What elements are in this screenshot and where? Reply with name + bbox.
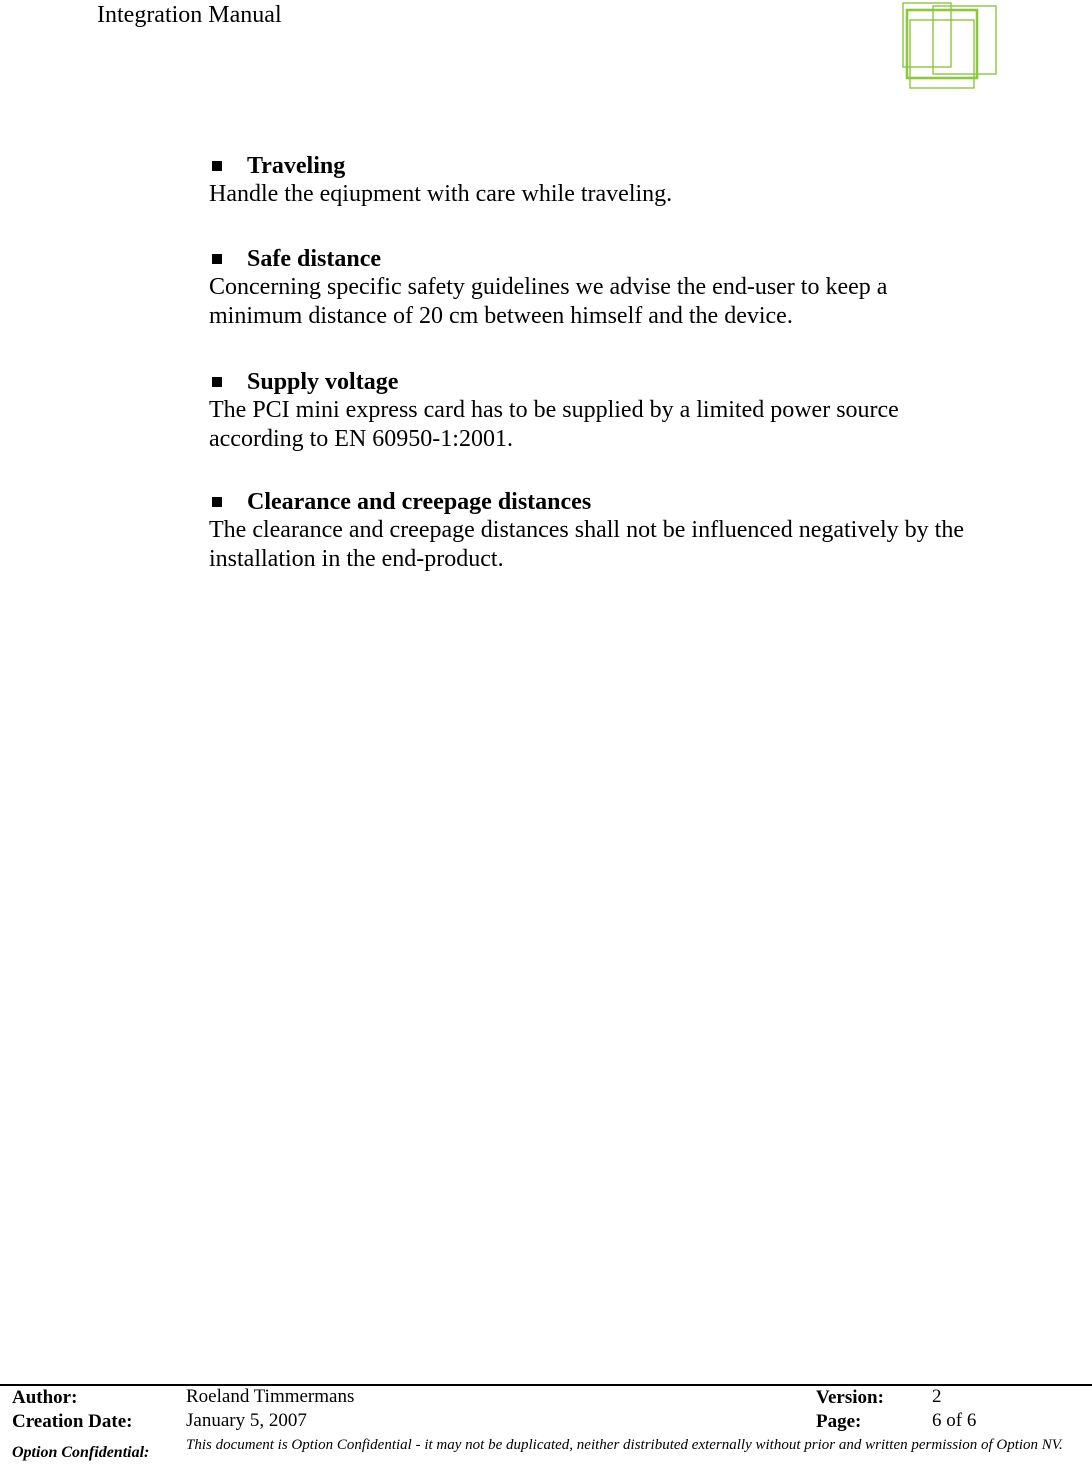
text-line: The PCI mini express card has to be supplied by a limited power source <box>209 397 899 423</box>
section-text <box>209 273 1039 331</box>
square-bullet-icon <box>212 161 222 171</box>
square-bullet-icon <box>212 254 222 264</box>
text-line: minimum distance of 20 cm between himself and the device. <box>209 303 793 329</box>
section-heading: Clearance and creepage distances <box>209 488 1039 516</box>
author-label: Author: <box>12 1387 78 1408</box>
author-value: Roeland Timmermans <box>186 1386 355 1407</box>
text-line: Handle the eqiupment with care while traveling. <box>209 181 673 207</box>
section-text <box>209 516 1039 574</box>
section-heading: Traveling <box>209 152 1039 180</box>
text-line: The clearance and creepage distances shall not be influenced negatively by the <box>209 517 964 543</box>
creation-date-label: Creation Date: <box>12 1411 133 1432</box>
company-logo-icon <box>900 0 1000 92</box>
section-text <box>209 180 1039 209</box>
section-text <box>209 396 1039 454</box>
section-heading: Safe distance <box>209 245 1039 273</box>
section-clearance-creepage <box>209 488 1039 574</box>
section-heading: Supply voltage <box>209 368 1039 396</box>
confidential-notice: This document is Option Confidential - it may not be duplicated, neither distributed externally without prior and written permission of Option NV. <box>186 1437 1063 1453</box>
footer-divider <box>0 1384 1092 1386</box>
confidential-label: Option Confidential: <box>12 1444 150 1461</box>
version-label: Version: <box>816 1387 884 1408</box>
text-line: installation in the end-product. <box>209 546 504 572</box>
document-title: Integration Manual <box>97 2 282 28</box>
page-number: 6 of 6 <box>932 1410 977 1431</box>
text-line: Concerning specific safety guidelines we advise the end-user to keep a <box>209 274 888 300</box>
version-value: 2 <box>932 1386 942 1407</box>
section-traveling <box>209 152 1039 209</box>
square-bullet-icon <box>212 497 222 507</box>
section-supply-voltage <box>209 368 1039 454</box>
page-label: Page: <box>816 1411 862 1432</box>
square-bullet-icon <box>212 377 222 387</box>
text-line: according to EN 60950-1:2001. <box>209 426 513 452</box>
creation-date-value: January 5, 2007 <box>186 1410 307 1431</box>
section-safe-distance <box>209 245 1039 331</box>
